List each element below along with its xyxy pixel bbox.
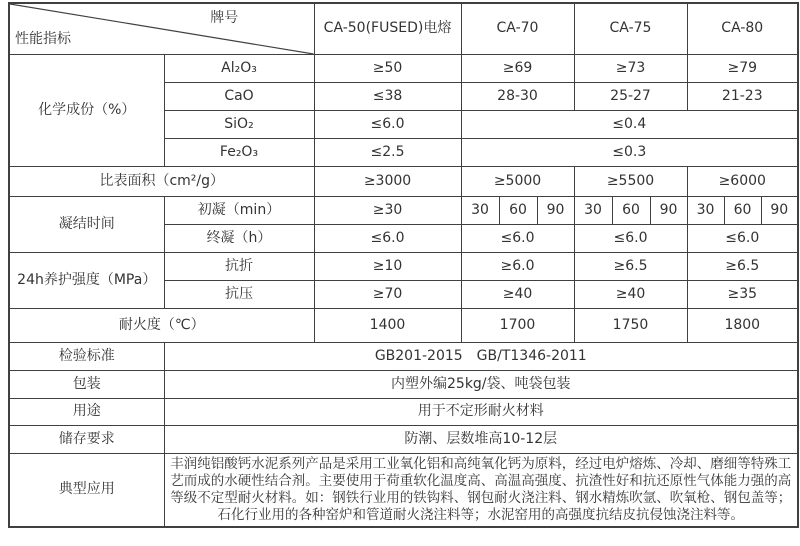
cell-sio2-merged: ≤0.4 [461,111,798,139]
cell-compressive-ca75: ≥40 [574,281,687,309]
cell-cao-ca75: 25-27 [574,83,687,111]
row-label-sio2: SiO₂ [164,111,314,139]
cell-initial-ca75-60: 60 [612,197,650,225]
cell-surface-ca75: ≥5500 [574,167,687,197]
cell-final-ca50: ≤6.0 [314,225,461,253]
cell-initial-ca80-30: 30 [687,197,724,225]
cell-refractoriness-ca50: 1400 [314,309,461,343]
row-label-final-setting: 终凝（h） [164,225,314,253]
row-label-typical-application: 典型应用 [9,454,164,528]
cell-initial-ca70-30: 30 [461,197,499,225]
cell-initial-ca70-90: 90 [537,197,574,225]
cell-initial-ca50: ≥30 [314,197,461,225]
table-row-refractoriness [9,309,798,343]
cell-compressive-ca80: ≥35 [687,281,798,309]
group-label-24h-strength: 24h养护强度（MPa） [9,253,164,309]
cell-typical-application-text: 丰润纯铝酸钙水泥系列产品是采用工业氧化铝和高纯氧化钙为原料，经过电炉熔炼、冷却、磨细等特殊工艺而成的水硬性结合剂。主要使用于荷重软化温度高、高温高强度、抗渣性好和抗还原性气体能力强的高等级不定型耐火材料。如：钢铁行业用的铁钩料、钢包耐火浇注料、钢水精炼吹氩、吹氧枪、钢包盖等；石化行业用的各种窑炉和管道耐火浇注料等；水泥窑用的高强度抗结皮抗侵蚀浇注料等。 [164,454,798,528]
col-header-ca80: CA-80 [687,3,798,55]
table-row-usage [9,399,798,426]
cell-final-ca80: ≤6.0 [687,225,798,253]
cell-initial-ca80-90: 90 [761,197,798,225]
cell-usage-value: 用于不定形耐火材料 [164,399,798,426]
cell-al2o3-ca80: ≥79 [687,55,798,83]
table-row-surface-area [9,167,798,197]
cell-final-ca70: ≤6.0 [461,225,574,253]
corner-label-brand: 牌号 [210,10,239,26]
cell-packing-value: 内塑外编25kg/袋、吨袋包装 [164,371,798,399]
cell-compressive-ca50: ≥70 [314,281,461,309]
cell-final-ca75: ≤6.0 [574,225,687,253]
cell-fe2o3-merged: ≤0.3 [461,139,798,167]
cell-standard-value: GB201-2015 GB/T1346-2011 [164,343,798,371]
cell-refractoriness-ca75: 1750 [574,309,687,343]
cell-cao-ca70: 28-30 [461,83,574,111]
table-header-row [9,3,798,55]
table-row-initial-setting [9,197,798,225]
row-label-fe2o3: Fe₂O₃ [164,139,314,167]
row-label-compressive: 抗压 [164,281,314,309]
row-label-al2o3: Al₂O₃ [164,55,314,83]
corner-label-performance: 性能指标 [15,30,71,47]
product-spec-table [8,2,799,528]
row-label-flexural: 抗折 [164,253,314,281]
cell-refractoriness-ca80: 1800 [687,309,798,343]
cell-compressive-ca70: ≥40 [461,281,574,309]
row-label-storage: 储存要求 [9,426,164,454]
group-label-chemical-composition: 化学成份（%） [9,55,164,167]
row-label-usage: 用途 [9,399,164,426]
cell-surface-ca80: ≥6000 [687,167,798,197]
cell-surface-ca70: ≥5000 [461,167,574,197]
col-header-ca50: CA-50(FUSED)电熔 [314,3,461,55]
cell-fe2o3-ca50: ≤2.5 [314,139,461,167]
col-header-ca75: CA-75 [574,3,687,55]
cell-initial-ca70-60: 60 [499,197,537,225]
row-label-initial-setting: 初凝（min） [164,197,314,225]
group-label-setting-time: 凝结时间 [9,197,164,253]
row-label-standard: 检验标准 [9,343,164,371]
cell-al2o3-ca50: ≥50 [314,55,461,83]
cell-cao-ca50: ≤38 [314,83,461,111]
row-label-cao: CaO [164,83,314,111]
cell-flexural-ca70: ≥6.0 [461,253,574,281]
table-row-standard [9,343,798,371]
row-label-refractoriness: 耐火度（℃） [9,309,314,343]
diagonal-header-cell [9,3,314,55]
row-label-packing: 包装 [9,371,164,399]
cell-surface-ca50: ≥3000 [314,167,461,197]
table-row-storage [9,426,798,454]
col-header-ca70: CA-70 [461,3,574,55]
table-row-al2o3 [9,55,798,83]
table-row-typical-application [9,454,798,528]
cell-flexural-ca50: ≥10 [314,253,461,281]
cell-initial-ca80-60: 60 [724,197,761,225]
row-label-surface-area: 比表面积（cm²/g） [9,167,314,197]
cell-refractoriness-ca70: 1700 [461,309,574,343]
cell-storage-value: 防潮、层数堆高10-12层 [164,426,798,454]
cell-initial-ca75-30: 30 [574,197,612,225]
cell-al2o3-ca70: ≥69 [461,55,574,83]
cell-al2o3-ca75: ≥73 [574,55,687,83]
cell-flexural-ca75: ≥6.5 [574,253,687,281]
table-row-flexural [9,253,798,281]
table-row-packing [9,371,798,399]
cell-flexural-ca80: ≥6.5 [687,253,798,281]
cell-cao-ca80: 21-23 [687,83,798,111]
cell-sio2-ca50: ≤6.0 [314,111,461,139]
cell-initial-ca75-90: 90 [650,197,687,225]
